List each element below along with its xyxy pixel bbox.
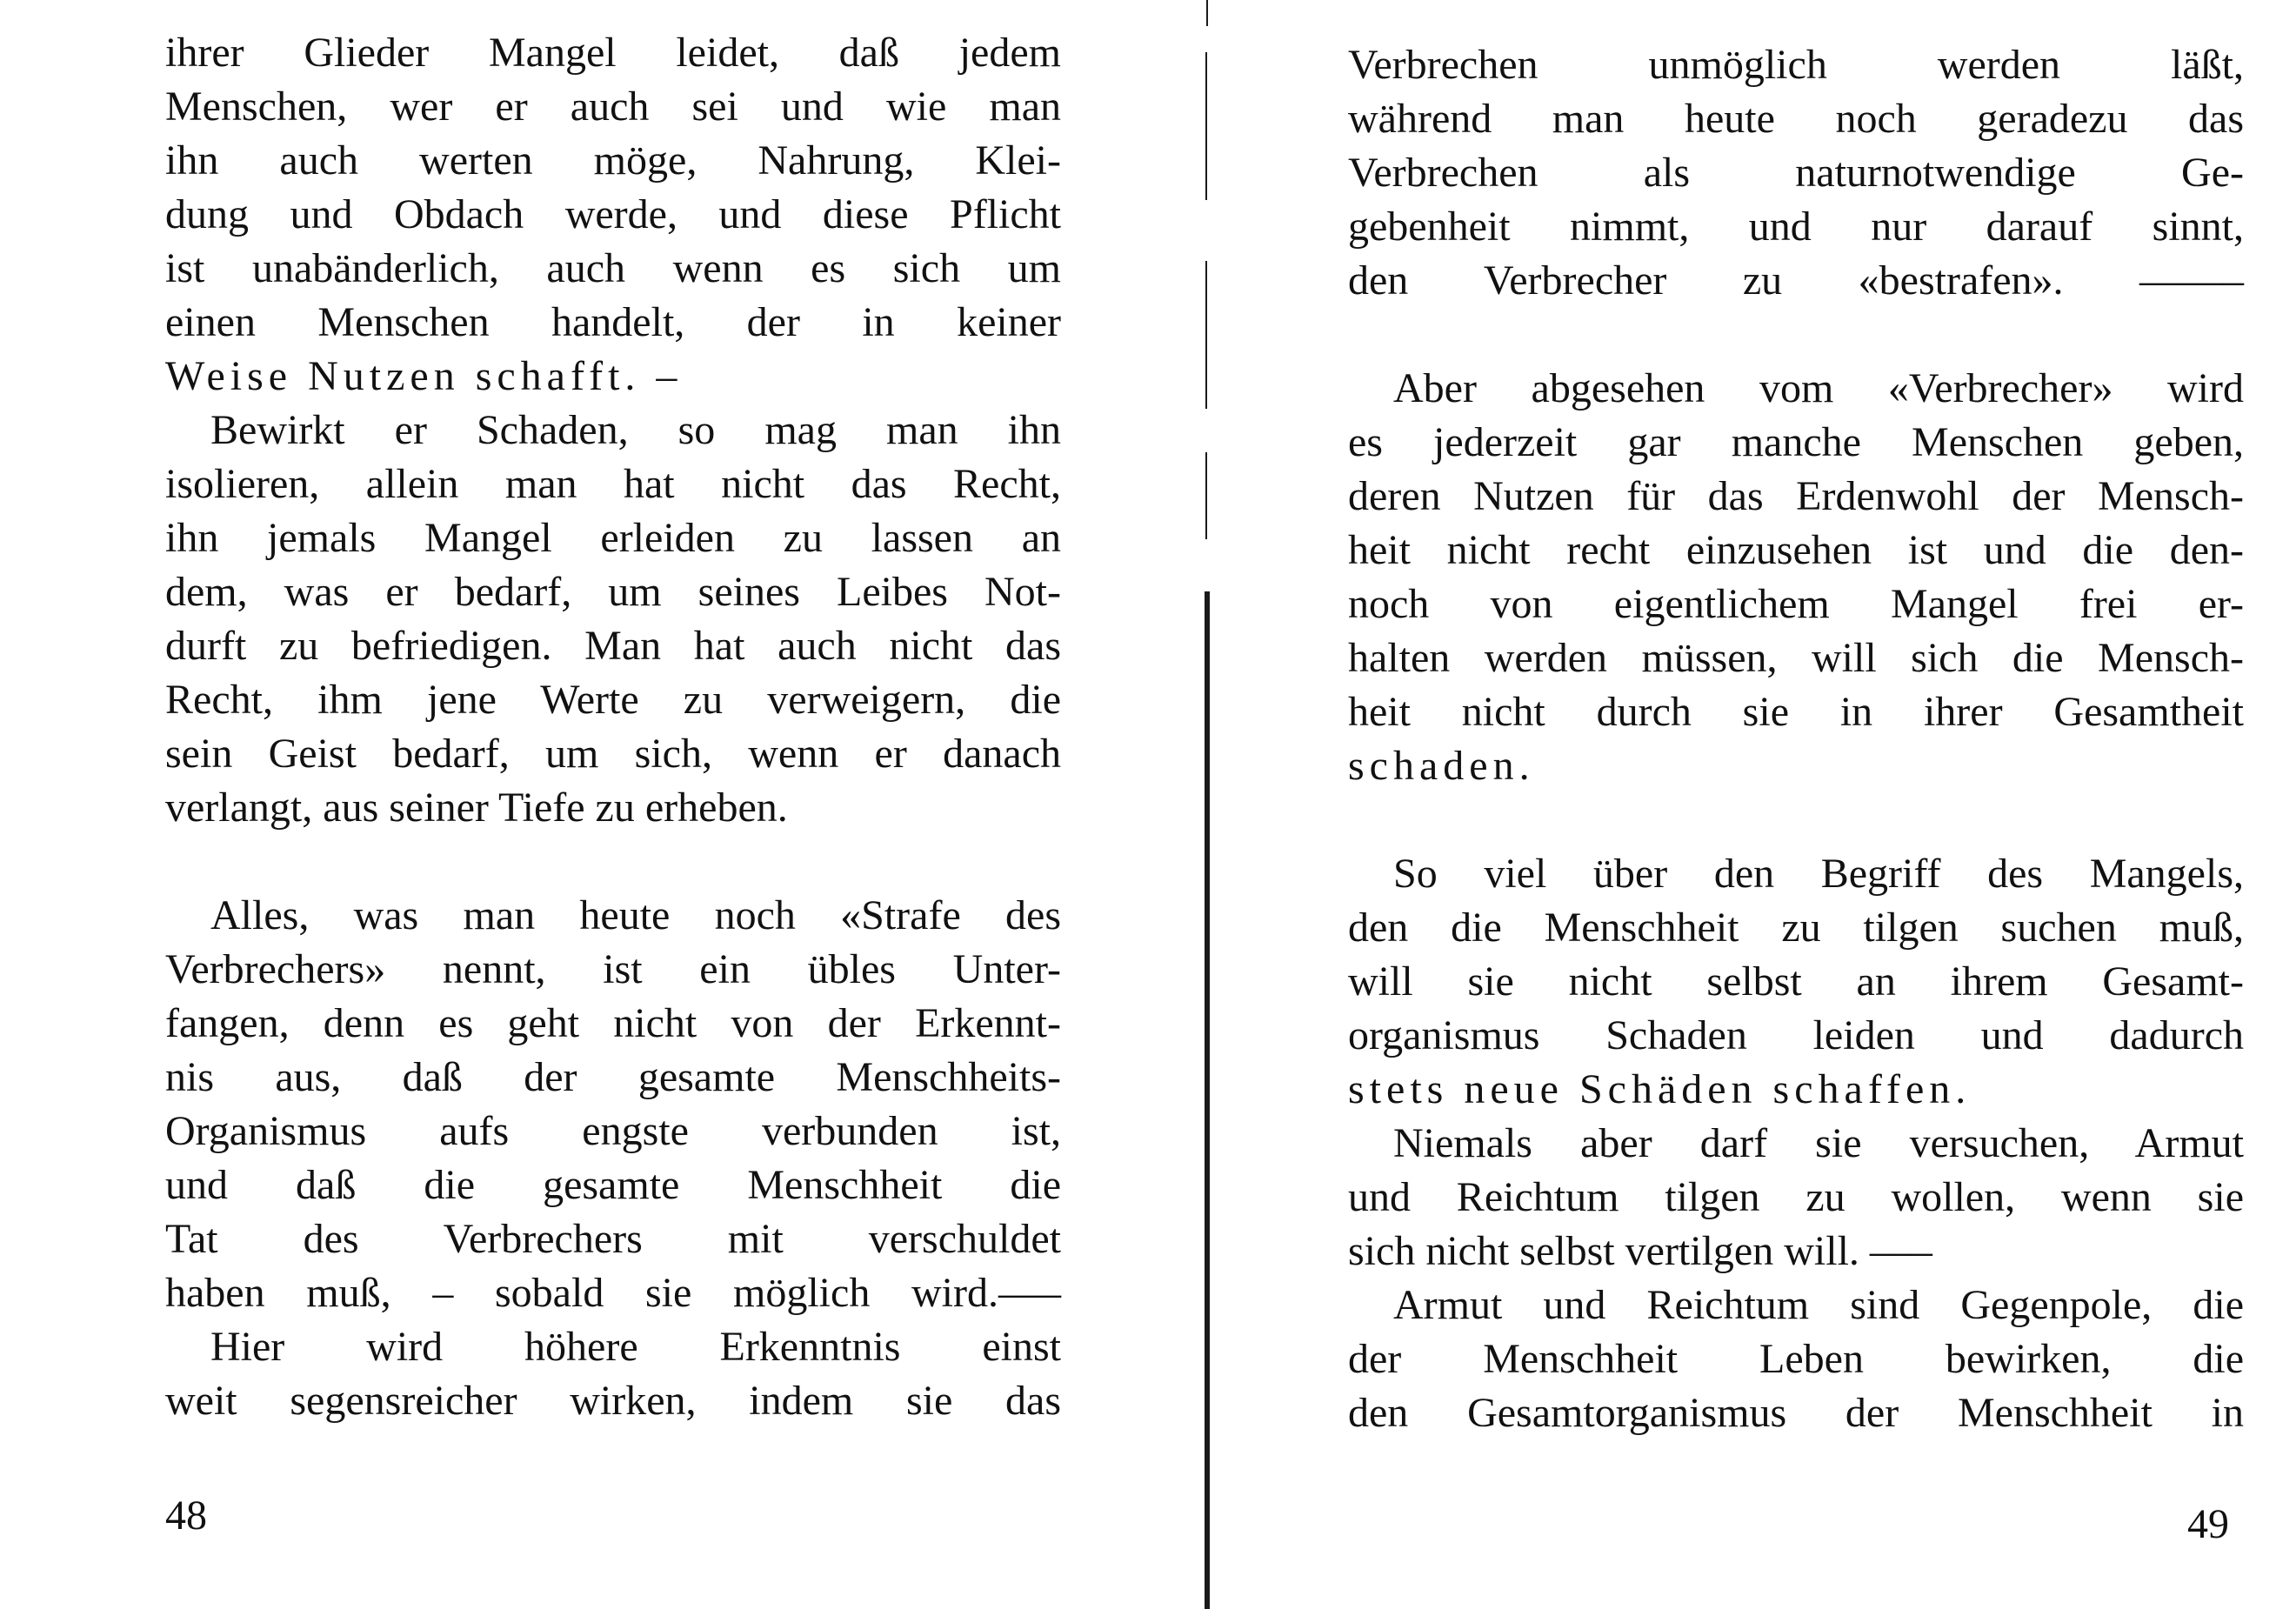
text-line: Niemals aber darf sie versuchen, Armut xyxy=(1393,1120,2244,1166)
text-line: schaden. xyxy=(1348,743,1535,789)
text-line: will sie nicht selbst an ihrem Gesamt- xyxy=(1348,958,2244,1005)
text-line: Alles, was man heute noch «Strafe des xyxy=(210,892,1061,938)
text-line: Verbrechers» nennt, ist ein übles Unter- xyxy=(165,946,1061,992)
text-line: Hier wird höhere Erkenntnis einst xyxy=(210,1324,1061,1370)
text-line: sein Geist bedarf, um sich, wenn er danach xyxy=(165,731,1061,777)
text-line: halten werden müssen, will sich die Mensch- xyxy=(1348,635,2244,681)
text-line: einen Menschen handelt, der in keiner xyxy=(165,299,1061,345)
paragraph-gap xyxy=(1348,308,2244,362)
text-line: sich nicht selbst vertilgen will. ––– xyxy=(1348,1228,1932,1274)
text-line: Weise Nutzen schafft. – xyxy=(165,353,683,399)
page-number-left: 48 xyxy=(165,1492,207,1539)
paragraph-gap xyxy=(165,835,1061,889)
text-line: isolieren, allein man hat nicht das Recht, xyxy=(165,461,1061,507)
text-line: und daß die gesamte Menschheit die xyxy=(165,1162,1061,1208)
text-line: verlangt, aus seiner Tiefe zu erheben. xyxy=(165,784,788,831)
text-line: dem, was er bedarf, um seines Leibes Not- xyxy=(165,569,1061,615)
gutter-shadow xyxy=(1205,52,1207,104)
text-line: fangen, denn es geht nicht von der Erkennt- xyxy=(165,1000,1061,1046)
text-line: Aber abgesehen vom «Verbrecher» wird xyxy=(1393,365,2244,411)
text-line: nis aus, daß der gesamte Menschheits- xyxy=(165,1054,1061,1100)
text-line: Menschen, wer er auch sei und wie man xyxy=(165,83,1061,130)
text-line: Verbrechen unmöglich werden läßt, xyxy=(1348,42,2244,88)
gutter-shadow xyxy=(1205,104,1207,200)
text-line: heit nicht recht einzusehen ist und die den- xyxy=(1348,527,2244,573)
text-line: organismus Schaden leiden und dadurch xyxy=(1348,1012,2244,1058)
page-number-right: 49 xyxy=(2187,1501,2229,1547)
text-line: weit segensreicher wirken, indem sie das xyxy=(165,1378,1061,1424)
text-line: Armut und Reichtum sind Gegenpole, die xyxy=(1393,1282,2244,1328)
text-line: deren Nutzen für das Erdenwohl der Mensch- xyxy=(1348,473,2244,519)
text-line: Recht, ihm jene Werte zu verweigern, die xyxy=(165,677,1061,723)
gutter-shadow xyxy=(1205,452,1207,539)
text-line: der Menschheit Leben bewirken, die xyxy=(1348,1336,2244,1382)
text-line: ihrer Glieder Mangel leidet, daß jedem xyxy=(165,30,1061,76)
text-line: Organismus aufs engste verbunden ist, xyxy=(165,1108,1061,1154)
gutter-shadow xyxy=(1205,591,1210,1609)
gutter-shadow xyxy=(1205,261,1207,409)
text-line: gebenheit nimmt, und nur darauf sinnt, xyxy=(1348,204,2244,250)
text-line: den die Menschheit zu tilgen suchen muß, xyxy=(1348,905,2244,951)
text-line: und Reichtum tilgen zu wollen, wenn sie xyxy=(1348,1174,2244,1220)
text-line: stets neue Schäden schaffen. xyxy=(1348,1066,1972,1112)
text-line: haben muß, – sobald sie möglich wird.––– xyxy=(165,1270,1061,1316)
left-page-text xyxy=(165,26,1061,1428)
text-line: noch von eigentlichem Mangel frei er- xyxy=(1348,581,2244,627)
text-line: den Gesamtorganismus der Menschheit in xyxy=(1348,1390,2244,1436)
text-line: ihn jemals Mangel erleiden zu lassen an xyxy=(165,515,1061,561)
text-line: heit nicht durch sie in ihrer Gesamtheit xyxy=(1348,689,2244,735)
text-line: ist unabänderlich, auch wenn es sich um xyxy=(165,245,1061,291)
text-line: dung und Obdach werde, und diese Pflicht xyxy=(165,191,1061,237)
text-line: den Verbrecher zu «bestrafen». ––––– xyxy=(1348,257,2244,304)
text-line: während man heute noch geradezu das xyxy=(1348,96,2244,142)
text-line: ihn auch werten möge, Nahrung, Klei- xyxy=(165,137,1061,184)
text-line: So viel über den Begriff des Mangels, xyxy=(1393,851,2244,897)
text-line: Verbrechen als naturnotwendige Ge- xyxy=(1348,150,2244,196)
paragraph-gap xyxy=(1348,793,2244,847)
text-line: Tat des Verbrechers mit verschuldet xyxy=(165,1216,1061,1262)
gutter-shadow xyxy=(1206,0,1208,26)
text-line: Bewirkt er Schaden, so mag man ihn xyxy=(210,407,1061,453)
text-line: durft zu befriedigen. Man hat auch nicht das xyxy=(165,623,1061,669)
text-line: es jederzeit gar manche Menschen geben, xyxy=(1348,419,2244,465)
right-page-text xyxy=(1348,38,2244,1440)
